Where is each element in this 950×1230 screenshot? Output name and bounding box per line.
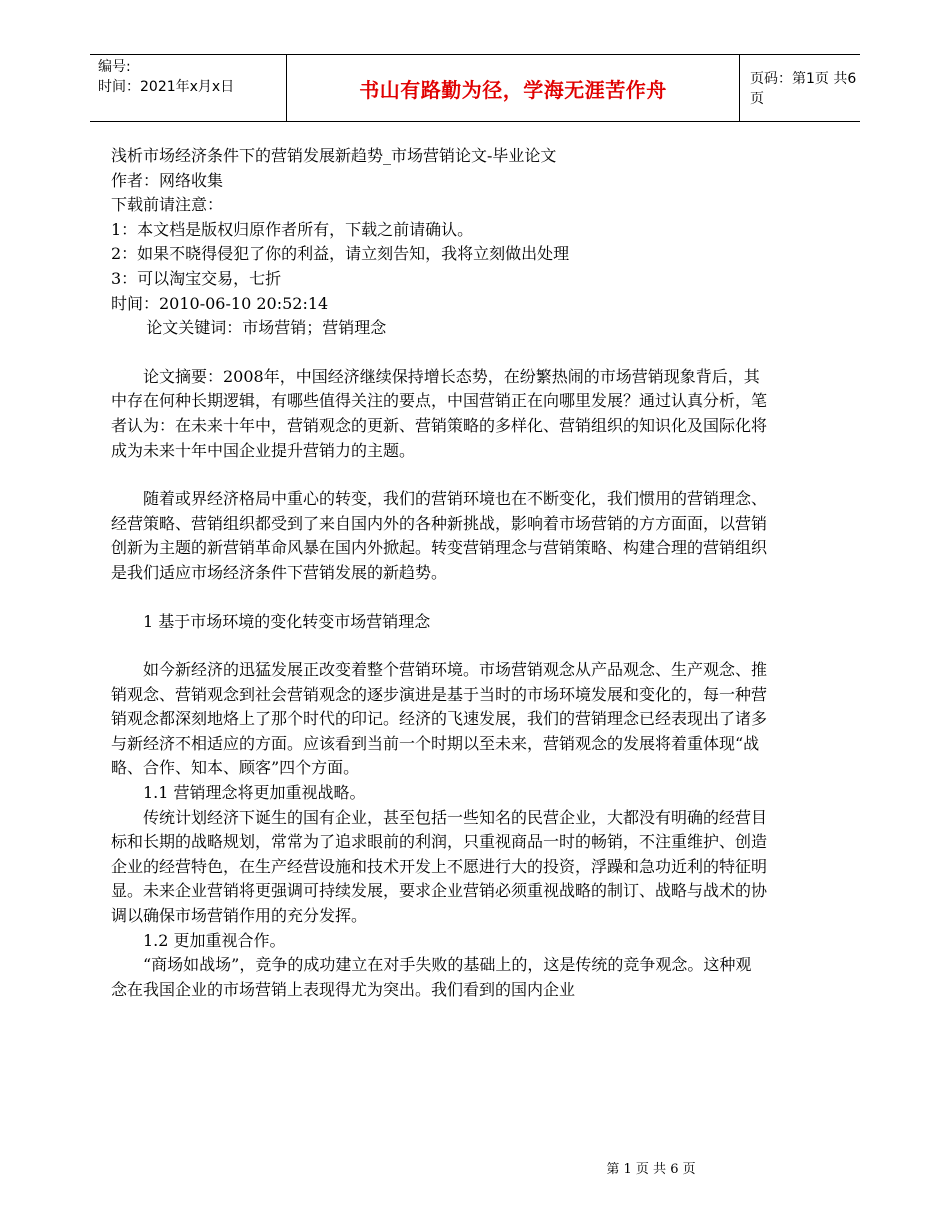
notice-item: 3：可以淘宝交易，七折 xyxy=(111,268,282,288)
subsection-heading: 1.1 营销理念将更加重视战略。 xyxy=(143,783,366,803)
spacer xyxy=(111,586,767,610)
section-heading: 1 基于市场环境的变化转变市场营销理念 xyxy=(143,611,431,631)
article-author: 作者：网络收集 xyxy=(111,170,224,190)
spacer xyxy=(111,341,767,365)
section-paragraph: 如今新经济的迅猛发展正改变着整个营销环境。市场营销观念从产品观念、生产观念、推销观念、营销观念到社会营销观念的逐步演进是基于当时的市场环境发展和变化的，每一种营销观念都深刻地烙上了那个时代的印记。经济的飞速发展，我们的营销理念已经表现出了诸多与新经济不相适应的方面。应该看到当前一个时期以至未来，营销观念的发展将着重体现“战略、合作、知本、顾客”四个方面。 xyxy=(111,660,768,778)
notice-item: 2：如果不晓得侵犯了你的利益，请立刻告知，我将立刻做出处理 xyxy=(111,244,570,264)
header-motto: 书山有路勤为径，学海无涯苦作舟 xyxy=(359,77,667,102)
article-time: 时间：2010-06-10 20:52:14 xyxy=(111,293,329,313)
article-intro: 随着或界经济格局中重心的转变，我们的营销环境也在不断变化，我们惯用的营销理念、经营策略、营销组织都受到了来自国内外的各种新挑战，影响着市场营销的方方面面，以营销创新为主题的新营销革命风暴在国内外掀起。转变营销理念与营销策略、构建合理的营销组织是我们适应市场经济条件下营销发展的新趋势。 xyxy=(111,489,768,582)
article-abstract: 论文摘要：2008年，中国经济继续保持增长态势，在纷繁热闹的市场营销现象背后，其中存在何种长期逻辑，有哪些值得关注的要点，中国营销正在向哪里发展？通过认真分析，笔者认为：在未来十年中，营销观念的更新、营销策略的多样化、营销组织的知识化及国际化将成为未来十年中国企业提升营销力的主题。 xyxy=(111,366,768,460)
article-title: 浅析市场经济条件下的营销发展新趋势_市场营销论文-毕业论文 xyxy=(111,146,557,165)
time-label: 时间：2021年x月x日 xyxy=(98,79,235,95)
page-footer xyxy=(0,1158,950,1177)
spacer xyxy=(111,634,767,658)
footer-page-label: 第 1 页 共 6 页 xyxy=(606,1162,696,1177)
spacer xyxy=(111,463,767,487)
header-page-info: 页码：第1页 共6页 xyxy=(750,71,857,107)
number-label: 编号: xyxy=(98,59,131,75)
header-meta xyxy=(90,55,286,121)
notice-heading: 下载前请注意： xyxy=(111,195,224,215)
document-body xyxy=(111,144,767,1002)
subsection-heading: 1.2 更加重视合作。 xyxy=(143,930,286,950)
subsection-paragraph: 传统计划经济下诞生的国有企业，甚至包括一些知名的民营企业，大都没有明确的经营目标和长期的战略规划，常常为了追求眼前的利润，只重视商品一时的畅销，不注重维护、创造企业的经营特色，在生产经营设施和技术开发上不愿进行大的投资，浮躁和急功近利的特征明显。未来企业营销将更强调可持续发展，要求企业营销必须重视战略的制订、战略与战术的协调以确保市场营销作用的充分发挥。 xyxy=(111,807,768,926)
page-header xyxy=(90,54,860,122)
header-motto-cell xyxy=(286,55,740,121)
article-keywords: 论文关键词：市场营销；营销理念 xyxy=(146,318,387,338)
notice-item: 1：本文档是版权归原作者所有，下载之前请确认。 xyxy=(111,219,474,239)
subsection-paragraph: “商场如战场”，竞争的成功建立在对手失败的基础上的，这是传统的竞争观念。这种观念在我国企业的市场营销上表现得尤为突出。我们看到的国内企业 xyxy=(111,955,752,999)
